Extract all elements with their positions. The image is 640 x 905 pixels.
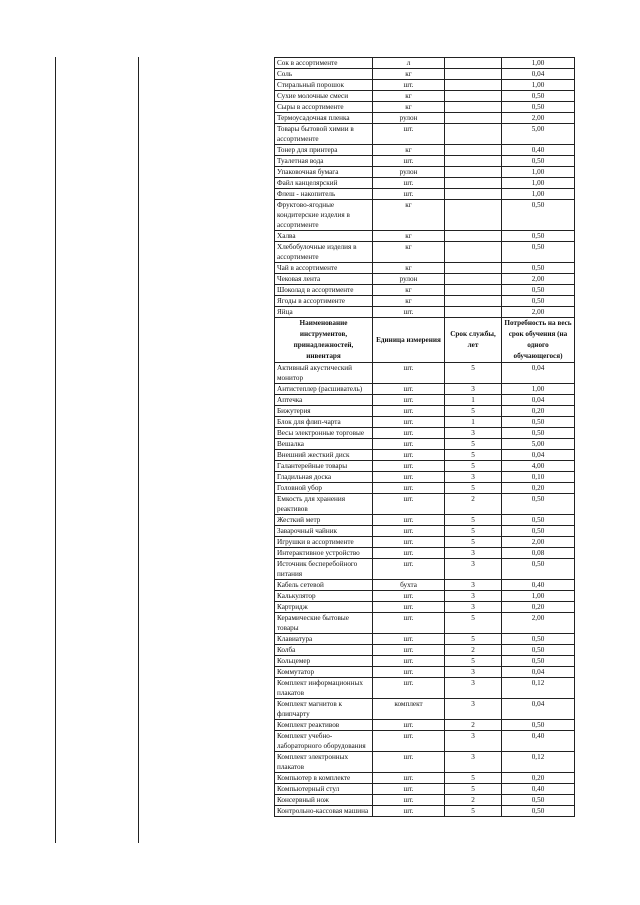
table-row	[275, 145, 575, 156]
need-cell: 1,00	[502, 178, 575, 189]
need-cell: 0,50	[502, 242, 575, 263]
need-cell: 0,50	[502, 720, 575, 731]
service-life-cell: 3	[445, 678, 502, 699]
service-life-cell	[445, 113, 502, 124]
unit-cell: шт.	[373, 450, 445, 461]
item-name-cell: Термоусадочная пленка	[275, 113, 373, 124]
service-life-cell: 5	[445, 526, 502, 537]
unit-cell: шт.	[373, 720, 445, 731]
need-cell: 0,50	[502, 806, 575, 817]
item-name-cell: Чековая лента	[275, 274, 373, 285]
table-row	[275, 296, 575, 307]
unit-cell: л	[373, 58, 445, 69]
table-row	[275, 795, 575, 806]
unit-cell: шт.	[373, 667, 445, 678]
service-life-cell: 3	[445, 752, 502, 773]
item-name-cell: Картридж	[275, 602, 373, 613]
item-name-cell: Сыры в ассортименте	[275, 102, 373, 113]
unit-cell: кг	[373, 145, 445, 156]
service-life-cell: 2	[445, 645, 502, 656]
table-row	[275, 515, 575, 526]
table-row	[275, 645, 575, 656]
service-life-cell: 5	[445, 461, 502, 472]
unit-cell: шт.	[373, 752, 445, 773]
table-row	[275, 263, 575, 274]
unit-cell: шт.	[373, 384, 445, 395]
service-life-cell	[445, 91, 502, 102]
unit-cell: шт.	[373, 494, 445, 515]
service-life-cell	[445, 200, 502, 231]
unit-cell: шт.	[373, 428, 445, 439]
service-life-cell: 3	[445, 428, 502, 439]
table-row	[275, 307, 575, 318]
table-row	[275, 548, 575, 559]
table-row	[275, 580, 575, 591]
left-margin-line-2	[138, 57, 139, 843]
table-row	[275, 731, 575, 752]
item-name-cell: Гладильная доска	[275, 472, 373, 483]
item-name-cell: Кольцемер	[275, 656, 373, 667]
need-cell: 0,50	[502, 91, 575, 102]
service-life-cell: 5	[445, 515, 502, 526]
table-row	[275, 242, 575, 263]
table-row	[275, 58, 575, 69]
table-row	[275, 91, 575, 102]
table-row	[275, 634, 575, 645]
service-life-cell	[445, 156, 502, 167]
item-name-cell: Ягоды в ассортименте	[275, 296, 373, 307]
unit-cell: шт.	[373, 395, 445, 406]
table-row	[275, 667, 575, 678]
table-row	[275, 113, 575, 124]
unit-cell: шт.	[373, 678, 445, 699]
table-row	[275, 124, 575, 145]
need-cell: 1,00	[502, 384, 575, 395]
unit-cell: кг	[373, 296, 445, 307]
item-name-cell: Игрушки в ассортименте	[275, 537, 373, 548]
table-row	[275, 773, 575, 784]
item-name-cell: Соль	[275, 69, 373, 80]
service-life-cell: 2	[445, 795, 502, 806]
item-name-cell: Яйца	[275, 307, 373, 318]
need-cell: 0,04	[502, 395, 575, 406]
item-name-cell: Файл канцелярский	[275, 178, 373, 189]
unit-cell: кг	[373, 102, 445, 113]
table-row	[275, 591, 575, 602]
need-cell: 1,00	[502, 58, 575, 69]
table-row	[275, 231, 575, 242]
unit-cell: шт.	[373, 731, 445, 752]
item-name-cell: Упаковочная бумага	[275, 167, 373, 178]
item-name-cell: Комплект магнитов к флипчарту	[275, 699, 373, 720]
item-name-cell: Консервный нож	[275, 795, 373, 806]
item-name-cell: Коммутатор	[275, 667, 373, 678]
need-cell: 0,04	[502, 450, 575, 461]
need-cell: 0,12	[502, 752, 575, 773]
need-cell: 1,00	[502, 80, 575, 91]
need-cell: 0,40	[502, 731, 575, 752]
table-row	[275, 200, 575, 231]
item-name-cell: Антистеплер (расшиватель)	[275, 384, 373, 395]
table-row	[275, 613, 575, 634]
service-life-cell: 5	[445, 363, 502, 384]
unit-cell: кг	[373, 69, 445, 80]
need-cell: 1,00	[502, 591, 575, 602]
unit-cell: рулон	[373, 274, 445, 285]
service-life-cell: 5	[445, 483, 502, 494]
table-row	[275, 363, 575, 384]
unit-cell: шт.	[373, 483, 445, 494]
unit-cell: шт.	[373, 307, 445, 318]
item-name-cell: Контрольно-кассовая машина	[275, 806, 373, 817]
need-cell: 0,04	[502, 667, 575, 678]
service-life-cell: 5	[445, 450, 502, 461]
table-row	[275, 102, 575, 113]
service-life-cell: 5	[445, 773, 502, 784]
need-cell: 0,50	[502, 417, 575, 428]
service-life-cell	[445, 231, 502, 242]
service-life-cell: 3	[445, 580, 502, 591]
unit-cell: кг	[373, 285, 445, 296]
table-row	[275, 189, 575, 200]
table-row	[275, 80, 575, 91]
table-row	[275, 472, 575, 483]
service-life-cell	[445, 307, 502, 318]
item-name-cell: Чай в ассортименте	[275, 263, 373, 274]
need-cell: 2,00	[502, 613, 575, 634]
service-life-cell: 3	[445, 384, 502, 395]
item-name-cell: Сухие молочные смеси	[275, 91, 373, 102]
unit-cell: рулон	[373, 167, 445, 178]
table-row	[275, 156, 575, 167]
item-name-cell: Халва	[275, 231, 373, 242]
item-name-cell: Товары бытовой химии в ассортименте	[275, 124, 373, 145]
item-name-cell: Головной убор	[275, 483, 373, 494]
need-cell: 0,50	[502, 526, 575, 537]
unit-cell: шт.	[373, 773, 445, 784]
need-cell: 1,00	[502, 167, 575, 178]
unit-cell: шт.	[373, 548, 445, 559]
item-name-cell: Компьютерный стул	[275, 784, 373, 795]
need-cell: 0,50	[502, 231, 575, 242]
table-row	[275, 274, 575, 285]
item-name-cell: Комплект электронных плакатов	[275, 752, 373, 773]
unit-cell: кг	[373, 231, 445, 242]
unit-cell: шт.	[373, 178, 445, 189]
table-row	[275, 720, 575, 731]
need-cell: 5,00	[502, 439, 575, 450]
header-term: Срок службы, лет	[445, 318, 502, 363]
table-row	[275, 537, 575, 548]
service-life-cell: 1	[445, 395, 502, 406]
service-life-cell: 1	[445, 417, 502, 428]
service-life-cell	[445, 124, 502, 145]
service-life-cell	[445, 263, 502, 274]
unit-cell: шт.	[373, 461, 445, 472]
unit-cell: шт.	[373, 602, 445, 613]
service-life-cell: 3	[445, 602, 502, 613]
table-row	[275, 406, 575, 417]
table-row	[275, 417, 575, 428]
item-name-cell: Емкость для хранения реактивов	[275, 494, 373, 515]
unit-cell: шт.	[373, 613, 445, 634]
need-cell: 0,04	[502, 69, 575, 80]
table-row	[275, 656, 575, 667]
item-name-cell: Интерактивное устройство	[275, 548, 373, 559]
unit-cell: рулон	[373, 113, 445, 124]
item-name-cell: Жесткий метр	[275, 515, 373, 526]
table-row	[275, 450, 575, 461]
need-cell: 0,04	[502, 363, 575, 384]
table-row	[275, 494, 575, 515]
table-row	[275, 69, 575, 80]
unit-cell: шт.	[373, 124, 445, 145]
unit-cell: шт.	[373, 559, 445, 580]
need-cell: 0,50	[502, 656, 575, 667]
need-cell: 0,50	[502, 200, 575, 231]
table-row	[275, 559, 575, 580]
service-life-cell	[445, 69, 502, 80]
unit-cell: шт.	[373, 537, 445, 548]
need-cell: 0,50	[502, 559, 575, 580]
header-unit: Единица измерения	[373, 318, 445, 363]
service-life-cell: 3	[445, 667, 502, 678]
table-row	[275, 678, 575, 699]
need-cell: 0,50	[502, 795, 575, 806]
table-row	[275, 439, 575, 450]
need-cell: 0,20	[502, 406, 575, 417]
item-name-cell: Колба	[275, 645, 373, 656]
need-cell: 0,50	[502, 285, 575, 296]
service-life-cell	[445, 58, 502, 69]
service-life-cell: 5	[445, 656, 502, 667]
item-name-cell: Клавиатура	[275, 634, 373, 645]
item-name-cell: Комплект реактивов	[275, 720, 373, 731]
unit-cell: кг	[373, 263, 445, 274]
service-life-cell: 5	[445, 613, 502, 634]
need-cell: 0,40	[502, 580, 575, 591]
unit-cell: бухта	[373, 580, 445, 591]
service-life-cell: 3	[445, 731, 502, 752]
item-name-cell: Кабель сетевой	[275, 580, 373, 591]
service-life-cell	[445, 167, 502, 178]
need-cell: 0,50	[502, 645, 575, 656]
service-life-cell	[445, 285, 502, 296]
equipment-table	[274, 57, 575, 817]
item-name-cell: Хлебобулочные изделия в ассортименте	[275, 242, 373, 263]
item-name-cell: Весы электронные торговые	[275, 428, 373, 439]
need-cell: 0,20	[502, 602, 575, 613]
item-name-cell: Фруктово-ягодные кондитерские изделия в ассортименте	[275, 200, 373, 231]
unit-cell: шт.	[373, 406, 445, 417]
table-row	[275, 752, 575, 773]
item-name-cell: Галантерейные товары	[275, 461, 373, 472]
item-name-cell: Вешалка	[275, 439, 373, 450]
service-life-cell	[445, 296, 502, 307]
need-cell: 0,40	[502, 784, 575, 795]
service-life-cell: 5	[445, 784, 502, 795]
table-row	[275, 806, 575, 817]
service-life-cell: 3	[445, 591, 502, 602]
need-cell: 5,00	[502, 124, 575, 145]
unit-cell: кг	[373, 91, 445, 102]
need-cell: 0,50	[502, 634, 575, 645]
service-life-cell: 5	[445, 634, 502, 645]
unit-cell: шт.	[373, 806, 445, 817]
tools-header-row	[275, 318, 575, 363]
table-row	[275, 178, 575, 189]
item-name-cell: Калькулятор	[275, 591, 373, 602]
unit-cell: шт.	[373, 591, 445, 602]
need-cell: 4,00	[502, 461, 575, 472]
unit-cell: кг	[373, 242, 445, 263]
unit-cell: кг	[373, 200, 445, 231]
service-life-cell: 3	[445, 472, 502, 483]
table-row	[275, 602, 575, 613]
unit-cell: шт.	[373, 80, 445, 91]
item-name-cell: Внешний жесткий диск	[275, 450, 373, 461]
consumables-rows	[275, 58, 575, 318]
unit-cell: шт.	[373, 363, 445, 384]
service-life-cell: 5	[445, 406, 502, 417]
unit-cell: шт.	[373, 417, 445, 428]
need-cell: 0,50	[502, 263, 575, 274]
table-row	[275, 384, 575, 395]
unit-cell: шт.	[373, 645, 445, 656]
service-life-cell: 5	[445, 537, 502, 548]
unit-cell: шт.	[373, 634, 445, 645]
need-cell: 0,10	[502, 472, 575, 483]
service-life-cell: 3	[445, 559, 502, 580]
item-name-cell: Бижутерия	[275, 406, 373, 417]
item-name-cell: Комплект информационных плакатов	[275, 678, 373, 699]
unit-cell: шт.	[373, 189, 445, 200]
need-cell: 0,08	[502, 548, 575, 559]
item-name-cell: Аптечка	[275, 395, 373, 406]
header-name: Наименование инструментов, принадлежностей, инвентаря	[275, 318, 373, 363]
service-life-cell	[445, 145, 502, 156]
need-cell: 0,04	[502, 699, 575, 720]
item-name-cell: Туалетная вода	[275, 156, 373, 167]
item-name-cell: Стиральный порошок	[275, 80, 373, 91]
unit-cell: шт.	[373, 515, 445, 526]
service-life-cell: 3	[445, 548, 502, 559]
unit-cell: шт.	[373, 526, 445, 537]
service-life-cell: 5	[445, 439, 502, 450]
service-life-cell	[445, 178, 502, 189]
need-cell: 0,20	[502, 773, 575, 784]
need-cell: 0,50	[502, 428, 575, 439]
unit-cell: шт.	[373, 156, 445, 167]
need-cell: 0,20	[502, 483, 575, 494]
header-need: Потребность на весь срок обучения (на одного обучающегося)	[502, 318, 575, 363]
tools-rows	[275, 363, 575, 817]
need-cell: 0,50	[502, 102, 575, 113]
table-row	[275, 483, 575, 494]
item-name-cell: Сок в ассортименте	[275, 58, 373, 69]
unit-cell: шт.	[373, 795, 445, 806]
table-row	[275, 526, 575, 537]
need-cell: 0,12	[502, 678, 575, 699]
item-name-cell: Комплект учебно-лабораторного оборудования	[275, 731, 373, 752]
item-name-cell: Керамические бытовые товары	[275, 613, 373, 634]
need-cell: 0,50	[502, 296, 575, 307]
table-row	[275, 285, 575, 296]
need-cell: 2,00	[502, 537, 575, 548]
service-life-cell: 2	[445, 720, 502, 731]
item-name-cell: Источник бесперебойного питания	[275, 559, 373, 580]
need-cell: 0,50	[502, 156, 575, 167]
item-name-cell: Компьютер в комплекте	[275, 773, 373, 784]
item-name-cell: Тонер для принтера	[275, 145, 373, 156]
service-life-cell: 5	[445, 806, 502, 817]
need-cell: 0,40	[502, 145, 575, 156]
unit-cell: комплект	[373, 699, 445, 720]
item-name-cell: Флеш - накопитель	[275, 189, 373, 200]
service-life-cell: 3	[445, 699, 502, 720]
item-name-cell: Шоколад в ассортименте	[275, 285, 373, 296]
need-cell: 2,00	[502, 274, 575, 285]
need-cell: 1,00	[502, 189, 575, 200]
table-row	[275, 784, 575, 795]
table-row	[275, 461, 575, 472]
service-life-cell	[445, 102, 502, 113]
need-cell: 0,50	[502, 494, 575, 515]
left-margin-line-1	[55, 57, 56, 843]
service-life-cell	[445, 274, 502, 285]
table-row	[275, 395, 575, 406]
table-row	[275, 167, 575, 178]
unit-cell: шт.	[373, 784, 445, 795]
unit-cell: шт.	[373, 656, 445, 667]
service-life-cell	[445, 242, 502, 263]
need-cell: 0,50	[502, 515, 575, 526]
table-row	[275, 428, 575, 439]
service-life-cell: 2	[445, 494, 502, 515]
item-name-cell: Активный акустический монитор	[275, 363, 373, 384]
unit-cell: шт.	[373, 439, 445, 450]
unit-cell: шт.	[373, 472, 445, 483]
item-name-cell: Заварочный чайник	[275, 526, 373, 537]
service-life-cell	[445, 189, 502, 200]
service-life-cell	[445, 80, 502, 91]
table-row	[275, 699, 575, 720]
need-cell: 2,00	[502, 113, 575, 124]
item-name-cell: Блок для флип-чарта	[275, 417, 373, 428]
need-cell: 2,00	[502, 307, 575, 318]
